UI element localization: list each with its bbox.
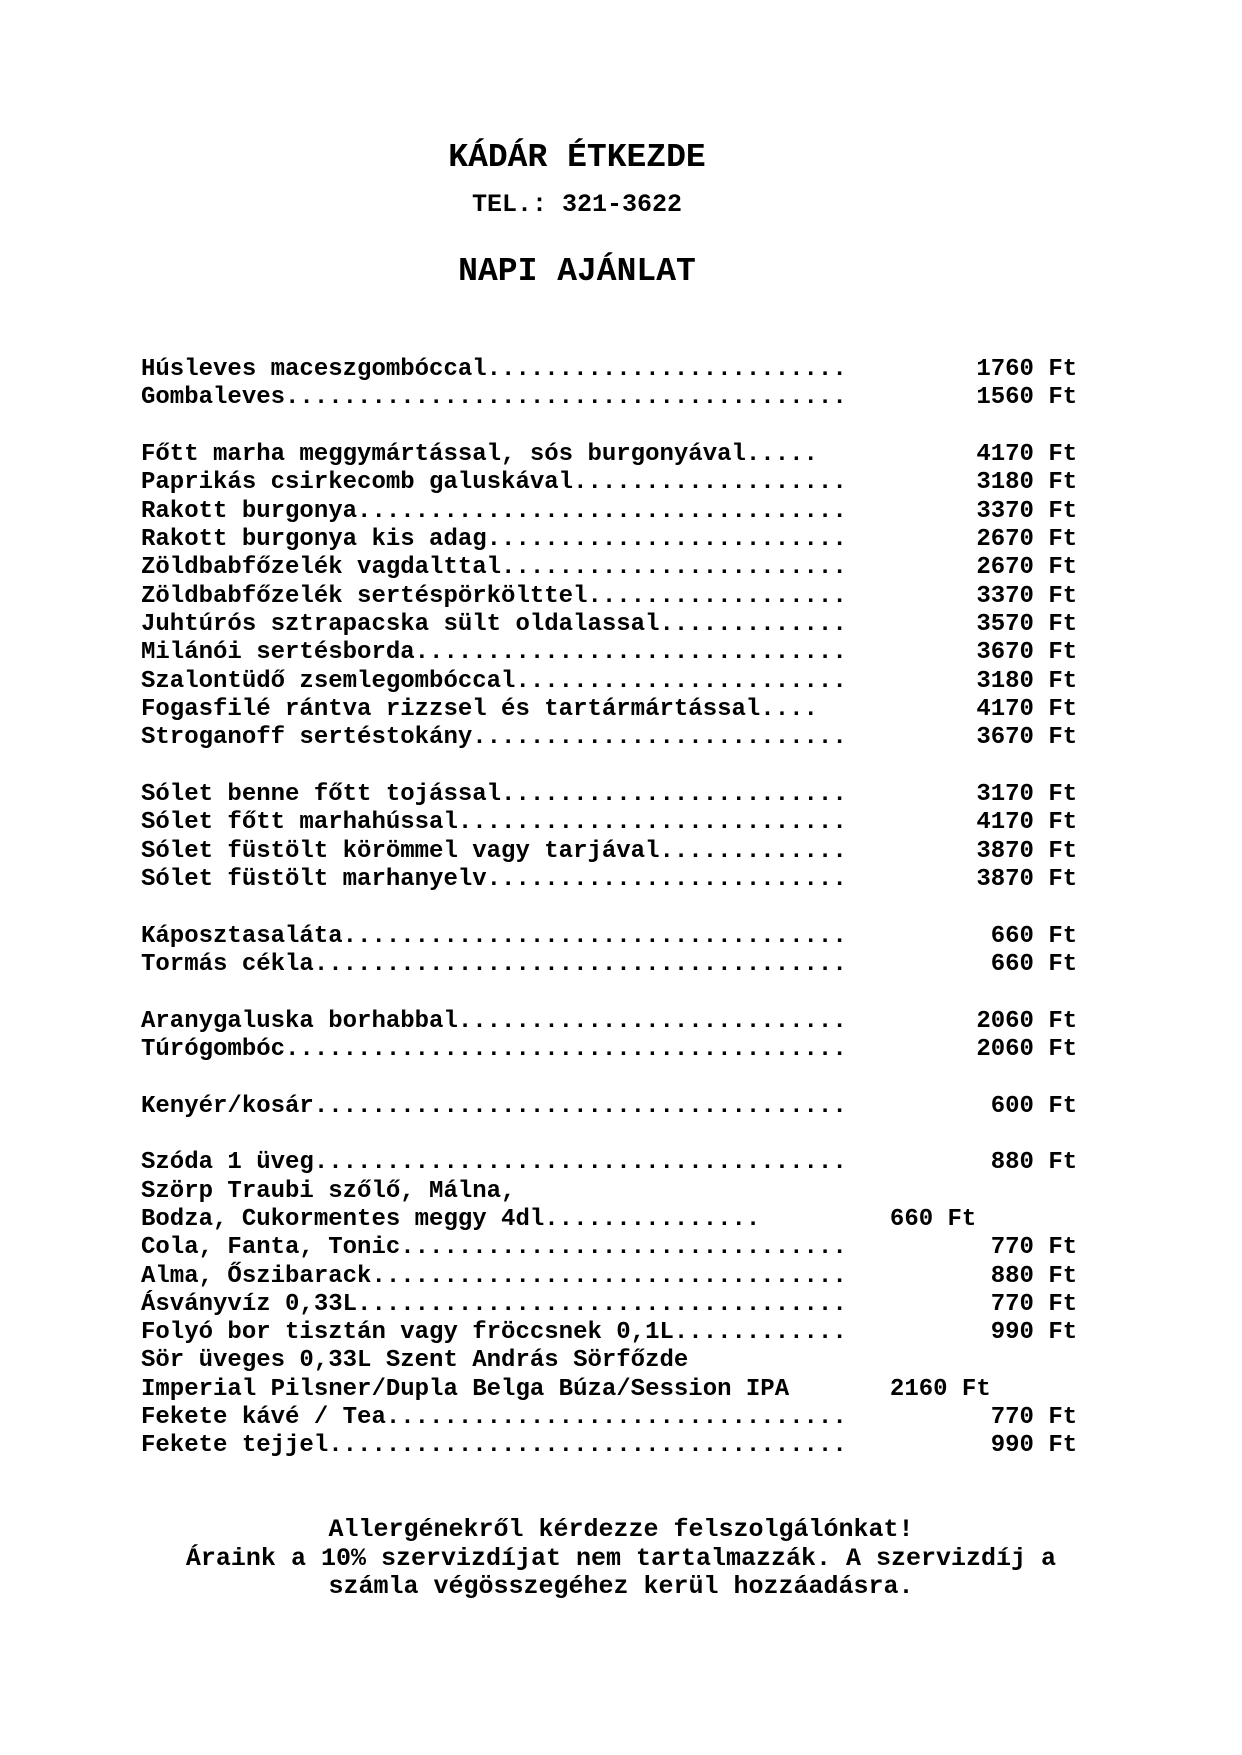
footer-note bbox=[0, 1516, 1242, 1602]
menu-line: Fekete tejjel.................................... 990 Ft bbox=[141, 1432, 1078, 1460]
menu-line: Káposztasaláta................................... 660 Ft bbox=[141, 922, 1078, 950]
menu-line: Kenyér/kosár..................................... 600 Ft bbox=[141, 1092, 1078, 1120]
footer-line: számla végösszegéhez kerül hozzáadásra. bbox=[328, 1572, 914, 1601]
menu-line: Sólet füstölt marhanyelv......................... 3870 Ft bbox=[141, 865, 1078, 893]
menu-line: Sólet füstölt körömmel vagy tarjával............. 3870 Ft bbox=[141, 837, 1078, 865]
menu-line: Bodza, Cukormentes meggy 4dl............... 660 Ft bbox=[141, 1205, 977, 1233]
footer-line: Allergénekről kérdezze felszolgálónkat! bbox=[328, 1515, 914, 1544]
menu-line: Szalontüdő zsemlegombóccal....................... 3180 Ft bbox=[141, 667, 1078, 695]
blank-line bbox=[141, 753, 1141, 781]
menu-line: Paprikás csirkecomb galuskával................... 3180 Ft bbox=[141, 469, 1078, 497]
restaurant-name: KÁDÁR ÉTKEZDE bbox=[448, 139, 706, 176]
phone-number: TEL.: 321-3622 bbox=[471, 190, 683, 219]
blank-line bbox=[141, 1064, 1141, 1092]
menu-line: Rakott burgonya.................................. 3370 Ft bbox=[141, 497, 1078, 525]
menu-line: Főtt marha meggymártással, sós burgonyával..... 4170 Ft bbox=[141, 440, 1078, 468]
menu-line: Milánói sertésborda.............................. 3670 Ft bbox=[141, 639, 1078, 667]
menu-line: Sólet benne főtt tojással........................ 3170 Ft bbox=[141, 780, 1078, 808]
blank-line bbox=[141, 894, 1141, 922]
menu-line: Aranygaluska borhabbal........................... 2060 Ft bbox=[141, 1007, 1078, 1035]
menu-line: Imperial Pilsner/Dupla Belga Búza/Session IPA 2160 Ft bbox=[141, 1375, 991, 1403]
menu-line: Szörp Traubi szőlő, Málna, bbox=[141, 1177, 516, 1205]
menu-line: Cola, Fanta, Tonic............................... 770 Ft bbox=[141, 1234, 1078, 1262]
menu-line: Szóda 1 üveg..................................... 880 Ft bbox=[141, 1149, 1078, 1177]
menu-line: Fogasfilé rántva rizzsel és tartármártással.... 4170 Ft bbox=[141, 695, 1078, 723]
menu-line: Juhtúrós sztrapacska sült oldalassal............. 3570 Ft bbox=[141, 610, 1078, 638]
menu-line: Túrógombóc....................................... 2060 Ft bbox=[141, 1035, 1078, 1063]
menu-line: Tormás cékla..................................... 660 Ft bbox=[141, 950, 1078, 978]
menu-line: Folyó bor tisztán vagy fröccsnek 0,1L............ 990 Ft bbox=[141, 1319, 1078, 1347]
blank-line bbox=[141, 979, 1141, 1007]
menu-line: Zöldbabfőzelék sertéspörkölttel.................. 3370 Ft bbox=[141, 582, 1078, 610]
menu-line: Húsleves maceszgombóccal......................... 1760 Ft bbox=[141, 356, 1078, 383]
menu-line: Zöldbabfőzelék vagdalttal........................ 2670 Ft bbox=[141, 554, 1078, 582]
menu-line: Gombaleves....................................... 1560 Ft bbox=[141, 384, 1078, 412]
blank-line bbox=[141, 1121, 1141, 1149]
menu-line: Stroganoff sertéstokány.......................... 3670 Ft bbox=[141, 724, 1078, 752]
blank-line bbox=[141, 413, 1141, 441]
menu-title: NAPI AJÁNLAT bbox=[458, 253, 696, 290]
menu-line: Sólet főtt marhahússal........................... 4170 Ft bbox=[141, 809, 1078, 837]
footer-line: Áraink a 10% szervizdíjat nem tartalmazzák. A szervizdíj a bbox=[185, 1543, 1057, 1573]
menu-line: Alma, Őszibarack................................. 880 Ft bbox=[141, 1262, 1078, 1290]
menu-line: Ásványvíz 0,33L.................................. 770 Ft bbox=[141, 1290, 1078, 1318]
menu-list bbox=[141, 356, 1141, 1461]
menu-line: Rakott burgonya kis adag......................... 2670 Ft bbox=[141, 525, 1078, 553]
menu-line: Sör üveges 0,33L Szent András Sörfőzde bbox=[141, 1347, 689, 1375]
menu-line: Fekete kávé / Tea................................ 770 Ft bbox=[141, 1404, 1078, 1432]
